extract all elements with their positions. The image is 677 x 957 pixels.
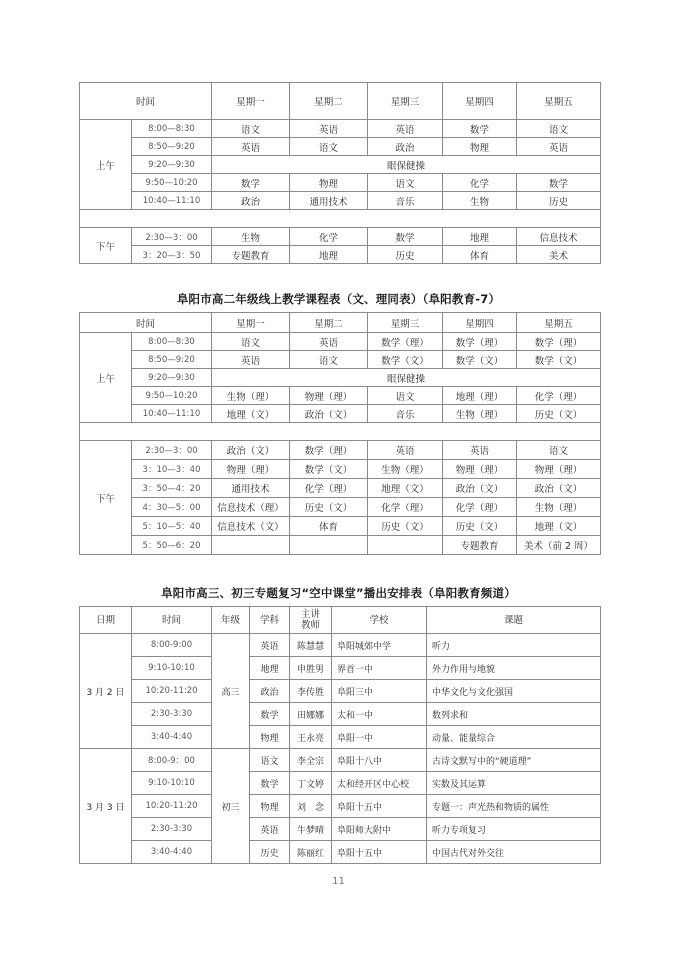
- subject-cell: 物理: [250, 795, 290, 818]
- subject-cell: 数学: [250, 703, 290, 726]
- time-cell: 10:40—11:10: [132, 192, 212, 210]
- schedule-row: [80, 517, 601, 536]
- subject-cell: 数学（文）: [517, 351, 601, 369]
- teacher-cell: 牛梦晴: [290, 818, 332, 841]
- time-cell: 5：50—6：20: [132, 536, 212, 555]
- time-cell: 3：20—3：50: [132, 246, 212, 264]
- header-day: 星期五: [517, 83, 601, 120]
- subject-cell: 语文: [517, 441, 601, 460]
- header-text: 学科: [259, 614, 279, 626]
- teacher-cell: 李传胜: [290, 680, 332, 703]
- topic-cell: 实数及其运算: [427, 772, 601, 795]
- subject-cell: 英语: [290, 333, 368, 351]
- header-day: 星期五: [517, 313, 601, 333]
- school-cell: 界首一中: [332, 657, 427, 680]
- schedule-row: [80, 228, 601, 246]
- schedule-row: [80, 387, 601, 405]
- schedule-row: [80, 333, 601, 351]
- time-cell: 8:00-9：00: [132, 749, 212, 772]
- subject-cell: 体育: [290, 517, 368, 536]
- schedule-row: [80, 138, 601, 156]
- subject-cell: 英语: [212, 138, 290, 156]
- header-day: 星期四: [443, 313, 517, 333]
- broadcast-row: [80, 818, 601, 841]
- broadcast-table: [79, 606, 601, 864]
- subject-cell: 英语: [517, 138, 601, 156]
- date-cell: 3 月 2 日: [80, 634, 132, 749]
- time-cell: 9:50—10:20: [132, 174, 212, 192]
- subject-cell: 数学: [250, 772, 290, 795]
- grade-cell: 初三: [212, 749, 250, 864]
- time-cell: 4：30—5：00: [132, 498, 212, 517]
- schedule-table-1: [79, 82, 601, 264]
- subject-cell: 信息技术（文）: [212, 517, 290, 536]
- subject-cell: 物理（理）: [290, 387, 368, 405]
- gap-row: [80, 423, 601, 441]
- broadcast-row: [80, 634, 601, 657]
- header-row: [80, 313, 601, 333]
- span-cell: 眼保健操: [212, 369, 601, 387]
- subject-cell: 历史: [368, 246, 443, 264]
- broadcast-row: [80, 680, 601, 703]
- subject-cell: 物理: [290, 174, 368, 192]
- subject-cell: 化学（理）: [290, 479, 368, 498]
- subject-cell: 英语: [368, 120, 443, 138]
- broadcast-row: [80, 726, 601, 749]
- broadcast-row: [80, 749, 601, 772]
- period-label: 下午: [80, 228, 132, 264]
- header-cell: [332, 607, 427, 634]
- subject-cell: 物理（理）: [443, 460, 517, 479]
- header-day: 星期二: [290, 83, 368, 120]
- header-day: 星期二: [290, 313, 368, 333]
- subject-cell: 政治（文）: [443, 479, 517, 498]
- schedule-row: [80, 369, 601, 387]
- teacher-cell: 申胜男: [290, 657, 332, 680]
- subject-cell: 化学（理）: [517, 387, 601, 405]
- subject-cell: 体育: [443, 246, 517, 264]
- time-cell: 9:10-10:10: [132, 657, 212, 680]
- header-cell: [80, 607, 132, 634]
- subject-cell: 物理（理）: [212, 460, 290, 479]
- subject-cell: 数学: [368, 228, 443, 246]
- subject-cell: 地理: [250, 657, 290, 680]
- school-cell: 太和经开区中心校: [332, 772, 427, 795]
- subject-cell: 地理: [443, 228, 517, 246]
- time-cell: 8:00—8:30: [132, 120, 212, 138]
- time-cell: 8:50—9:20: [132, 138, 212, 156]
- subject-cell: 政治: [212, 192, 290, 210]
- subject-cell: 语文: [517, 120, 601, 138]
- time-cell: 2:30-3:30: [132, 818, 212, 841]
- subject-cell: 数学（理）: [290, 441, 368, 460]
- header-cell: [132, 607, 212, 634]
- grade-cell: 高三: [212, 634, 250, 749]
- schedule-row: [80, 246, 601, 264]
- time-cell: 2:30-3:30: [132, 703, 212, 726]
- subject-cell: 语文: [368, 174, 443, 192]
- header-row: [80, 83, 601, 120]
- span-cell: 眼保健操: [212, 156, 601, 174]
- schedule-row: [80, 156, 601, 174]
- header-text: 教师: [300, 620, 320, 631]
- schedule-row: [80, 351, 601, 369]
- schedule-row: [80, 120, 601, 138]
- school-cell: 阜阳城郊中学: [332, 634, 427, 657]
- subject-cell: 历史（文）: [517, 405, 601, 423]
- teacher-cell: 陈丽红: [290, 841, 332, 864]
- broadcast-row: [80, 657, 601, 680]
- time-cell: 2:30—3：00: [132, 441, 212, 460]
- header-row: [80, 607, 601, 634]
- subject-cell: 政治（文）: [212, 441, 290, 460]
- topic-cell: 听力: [427, 634, 601, 657]
- schedule-row: [80, 498, 601, 517]
- header-cell: [250, 607, 290, 634]
- topic-cell: 中国古代对外交往: [427, 841, 601, 864]
- header-day: 星期三: [368, 83, 443, 120]
- time-cell: 2:30—3：00: [132, 228, 212, 246]
- time-cell: 3:40-4:40: [132, 841, 212, 864]
- gap-row: [80, 210, 601, 228]
- subject-cell: 政治（文）: [290, 405, 368, 423]
- subject-cell: 语文: [290, 351, 368, 369]
- time-cell: 9:20—9:30: [132, 369, 212, 387]
- table2-title: 阜阳市高二年级线上教学课程表（文、理同表）（阜阳教育-7）: [176, 292, 501, 306]
- topic-cell: 古诗文默写中的“硬道理”: [427, 749, 601, 772]
- subject-cell: 数学: [212, 174, 290, 192]
- time-cell: 9:50—10:20: [132, 387, 212, 405]
- subject-cell: 音乐: [368, 405, 443, 423]
- school-cell: 太和一中: [332, 703, 427, 726]
- subject-cell: 英语: [250, 818, 290, 841]
- subject-cell: 历史（文）: [368, 517, 443, 536]
- subject-cell: 信息技术（理）: [212, 498, 290, 517]
- teacher-cell: 李全宗: [290, 749, 332, 772]
- gap-cell: [80, 210, 601, 228]
- subject-cell: 生物: [443, 192, 517, 210]
- subject-cell: 通用技术: [290, 192, 368, 210]
- subject-cell: 英语: [250, 634, 290, 657]
- subject-cell: 数学: [517, 174, 601, 192]
- subject-cell: 生物（理）: [443, 405, 517, 423]
- schedule-row: [80, 405, 601, 423]
- subject-cell: 物理: [443, 138, 517, 156]
- subject-cell: 数学（文）: [290, 460, 368, 479]
- subject-cell: 语文: [290, 138, 368, 156]
- teacher-cell: 丁文婷: [290, 772, 332, 795]
- teacher-cell: 陈慧慧: [290, 634, 332, 657]
- period-label: 上午: [80, 333, 132, 423]
- subject-cell: 语文: [368, 387, 443, 405]
- topic-cell: 动量、能量综合: [427, 726, 601, 749]
- subject-cell: 历史: [250, 841, 290, 864]
- subject-cell: 语文: [250, 749, 290, 772]
- subject-cell: 英语: [443, 441, 517, 460]
- subject-cell: 数学（理）: [443, 333, 517, 351]
- subject-cell: 物理: [250, 726, 290, 749]
- subject-cell: 生物（理）: [368, 460, 443, 479]
- header-day: 星期四: [443, 83, 517, 120]
- subject-cell: 专题教育: [212, 246, 290, 264]
- subject-cell: 化学: [290, 228, 368, 246]
- gap-cell: [80, 423, 601, 441]
- time-cell: 10:20-11:20: [132, 795, 212, 818]
- school-cell: 阜阳十五中: [332, 795, 427, 818]
- header-time: 时间: [80, 83, 212, 120]
- subject-cell: 历史（文）: [290, 498, 368, 517]
- header-cell: [427, 607, 601, 634]
- subject-cell: [290, 536, 368, 555]
- subject-cell: 政治: [250, 680, 290, 703]
- subject-cell: 生物（理）: [517, 498, 601, 517]
- subject-cell: 数学（理）: [517, 333, 601, 351]
- time-cell: 8:00-9:00: [132, 634, 212, 657]
- date-cell: 3 月 3 日: [80, 749, 132, 864]
- schedule-row: [80, 441, 601, 460]
- subject-cell: 政治: [368, 138, 443, 156]
- topic-cell: 中华文化与文化强国: [427, 680, 601, 703]
- teacher-cell: 田娜娜: [290, 703, 332, 726]
- header-cell: [212, 607, 250, 634]
- subject-cell: 地理（文）: [517, 517, 601, 536]
- subject-cell: 英语: [290, 120, 368, 138]
- topic-cell: 数列求和: [427, 703, 601, 726]
- table3-title: 阜阳市高三、初三专题复习“空中课堂”播出安排表（阜阳教育频道）: [161, 586, 516, 600]
- school-cell: 阜阳一中: [332, 726, 427, 749]
- subject-cell: 信息技术: [517, 228, 601, 246]
- topic-cell: 听力专项复习: [427, 818, 601, 841]
- time-cell: 9:20—9:30: [132, 156, 212, 174]
- school-cell: 阜阳十五中: [332, 841, 427, 864]
- schedule-table-2: [79, 312, 601, 555]
- subject-cell: 地理（文）: [368, 479, 443, 498]
- header-text: 日期: [95, 614, 115, 626]
- school-cell: 阜阳三中: [332, 680, 427, 703]
- subject-cell: [368, 536, 443, 555]
- subject-cell: 生物（理）: [212, 387, 290, 405]
- broadcast-row: [80, 795, 601, 818]
- broadcast-row: [80, 703, 601, 726]
- school-cell: 阜阳师大附中: [332, 818, 427, 841]
- time-cell: 3：50—4：20: [132, 479, 212, 498]
- header-text: 时间: [161, 614, 181, 626]
- period-label: 上午: [80, 120, 132, 210]
- topic-cell: 外力作用与地貌: [427, 657, 601, 680]
- subject-cell: 化学（理）: [368, 498, 443, 517]
- header-text: 课题: [503, 614, 523, 626]
- subject-cell: 化学（理）: [443, 498, 517, 517]
- school-cell: 阜阳十八中: [332, 749, 427, 772]
- broadcast-row: [80, 772, 601, 795]
- header-text: 主讲: [300, 609, 320, 620]
- header-text: 学校: [369, 614, 389, 626]
- period-label: 下午: [80, 441, 132, 555]
- subject-cell: 政治（文）: [517, 479, 601, 498]
- time-cell: 8:50—9:20: [132, 351, 212, 369]
- subject-cell: 音乐: [368, 192, 443, 210]
- time-cell: 10:40—11:10: [132, 405, 212, 423]
- header-text: 年级: [220, 614, 240, 626]
- time-cell: 9:10-10:10: [132, 772, 212, 795]
- subject-cell: [212, 536, 290, 555]
- subject-cell: 历史（文）: [443, 517, 517, 536]
- header-day: 星期一: [212, 313, 290, 333]
- subject-cell: 数学（理）: [368, 333, 443, 351]
- subject-cell: 英语: [368, 441, 443, 460]
- subject-cell: 美术: [517, 246, 601, 264]
- topic-cell: 专题一：声光热和物质的属性: [427, 795, 601, 818]
- header-day: 星期三: [368, 313, 443, 333]
- subject-cell: 地理: [290, 246, 368, 264]
- time-cell: 3:40-4:40: [132, 726, 212, 749]
- header-time: 时间: [80, 313, 212, 333]
- subject-cell: 化学: [443, 174, 517, 192]
- time-cell: 3：10—3：40: [132, 460, 212, 479]
- subject-cell: 物理（理）: [517, 460, 601, 479]
- time-cell: 10:20-11:20: [132, 680, 212, 703]
- subject-cell: 数学: [443, 120, 517, 138]
- header-day: 星期一: [212, 83, 290, 120]
- broadcast-row: [80, 841, 601, 864]
- subject-cell: 专题教育: [443, 536, 517, 555]
- subject-cell: 通用技术: [212, 479, 290, 498]
- teacher-cell: 王永亮: [290, 726, 332, 749]
- page-number: 11: [332, 876, 345, 887]
- subject-cell: 历史: [517, 192, 601, 210]
- header-cell: [290, 607, 332, 634]
- subject-cell: 地理（理）: [443, 387, 517, 405]
- subject-cell: 生物: [212, 228, 290, 246]
- schedule-row: [80, 192, 601, 210]
- schedule-row: [80, 479, 601, 498]
- subject-cell: 英语: [212, 351, 290, 369]
- schedule-row: [80, 174, 601, 192]
- time-cell: 5：10—5：40: [132, 517, 212, 536]
- subject-cell: 语文: [212, 333, 290, 351]
- time-cell: 8:00—8:30: [132, 333, 212, 351]
- subject-cell: 地理（文）: [212, 405, 290, 423]
- subject-cell: 美术（前 2 周）: [517, 536, 601, 555]
- subject-cell: 数学（文）: [443, 351, 517, 369]
- subject-cell: 数学（文）: [368, 351, 443, 369]
- schedule-row: [80, 460, 601, 479]
- teacher-cell: 刘 念: [290, 795, 332, 818]
- subject-cell: 语文: [212, 120, 290, 138]
- schedule-row: [80, 536, 601, 555]
